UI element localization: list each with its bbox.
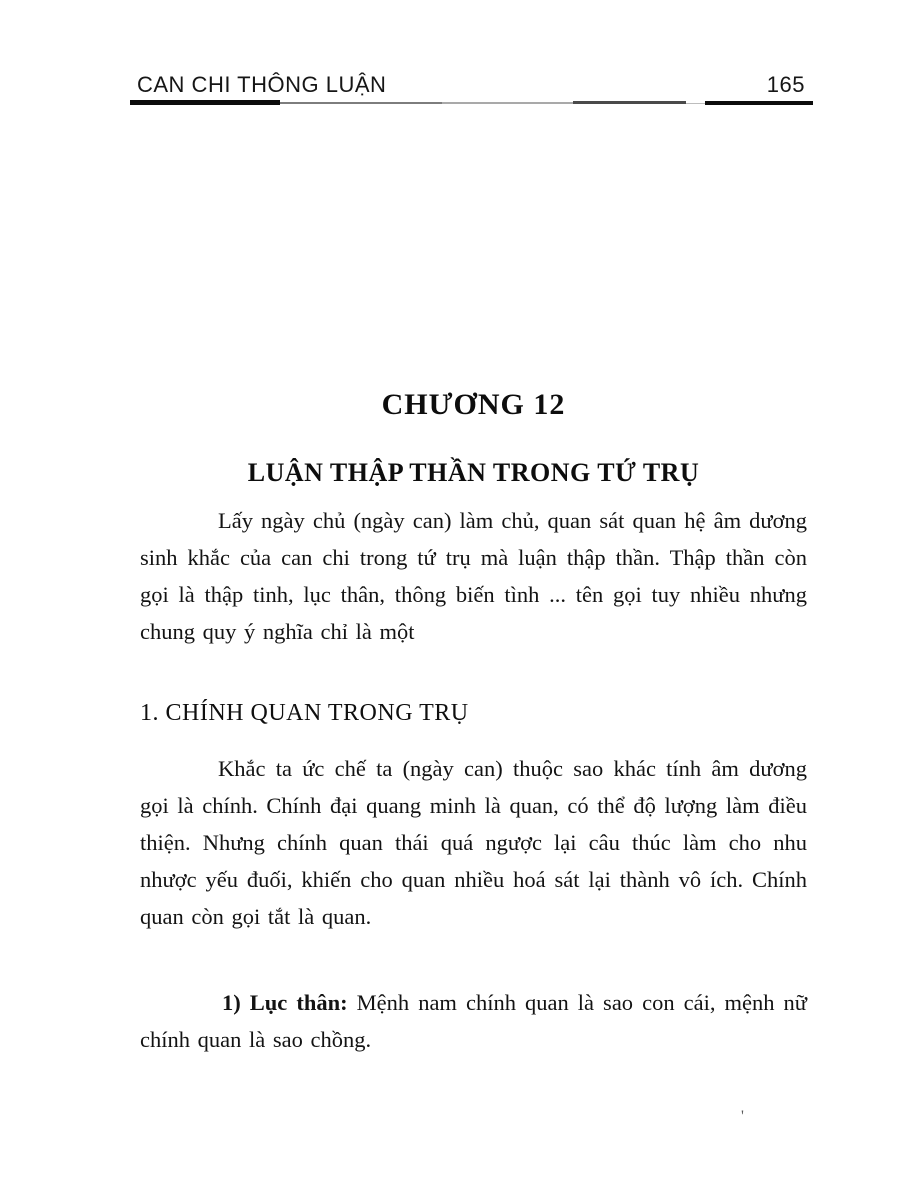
header-rule-segment	[280, 102, 442, 104]
list-item-label: 1) Lục thân:	[222, 990, 348, 1015]
chapter-number: CHƯƠNG 12	[381, 388, 566, 421]
scan-artifact: '	[741, 1108, 744, 1125]
list-item-paragraph	[140, 984, 807, 1058]
book-title: CAN CHI THÔNG LUẬN	[137, 72, 387, 97]
header-rule-segment	[573, 101, 686, 104]
header-rule-segment	[705, 101, 813, 105]
page-number: 165	[766, 72, 805, 97]
running-header	[137, 72, 805, 98]
header-rule-segment	[130, 100, 280, 105]
header-rule	[130, 100, 813, 106]
list-item-text: Mệnh nam chính quan là sao con cái, mệnh nữ chính quan là sao chồng.	[140, 990, 807, 1052]
section-heading: 1. CHÍNH QUAN TRONG TRỤ	[140, 700, 469, 726]
section-paragraph: Khắc ta ức chế ta (ngày can) thuộc sao khác tính âm dương gọi là chính. Chính đại quang minh là quan, có thể độ lượng làm điều thiện. Nhưng chính quan thái quá ngược lại câu thúc làm cho nhu nhược yếu đuối, khiến cho quan nhiều hoá sát lại thành vô ích. Chính quan còn gọi tắt là quan.	[140, 756, 807, 929]
intro-paragraph: Lấy ngày chủ (ngày can) làm chủ, quan sát quan hệ âm dương sinh khắc của can chi trong tứ trụ mà luận thập thần. Thập thần còn gọi là thập tinh, lục thân, thông biến tình ... tên gọi tuy nhiều nhưng chung quy ý nghĩa chỉ là một	[140, 508, 807, 644]
header-rule-segment	[686, 103, 705, 104]
chapter-title: LUẬN THẬP THẦN TRONG TỨ TRỤ	[247, 458, 700, 487]
header-rule-segment	[442, 102, 573, 104]
